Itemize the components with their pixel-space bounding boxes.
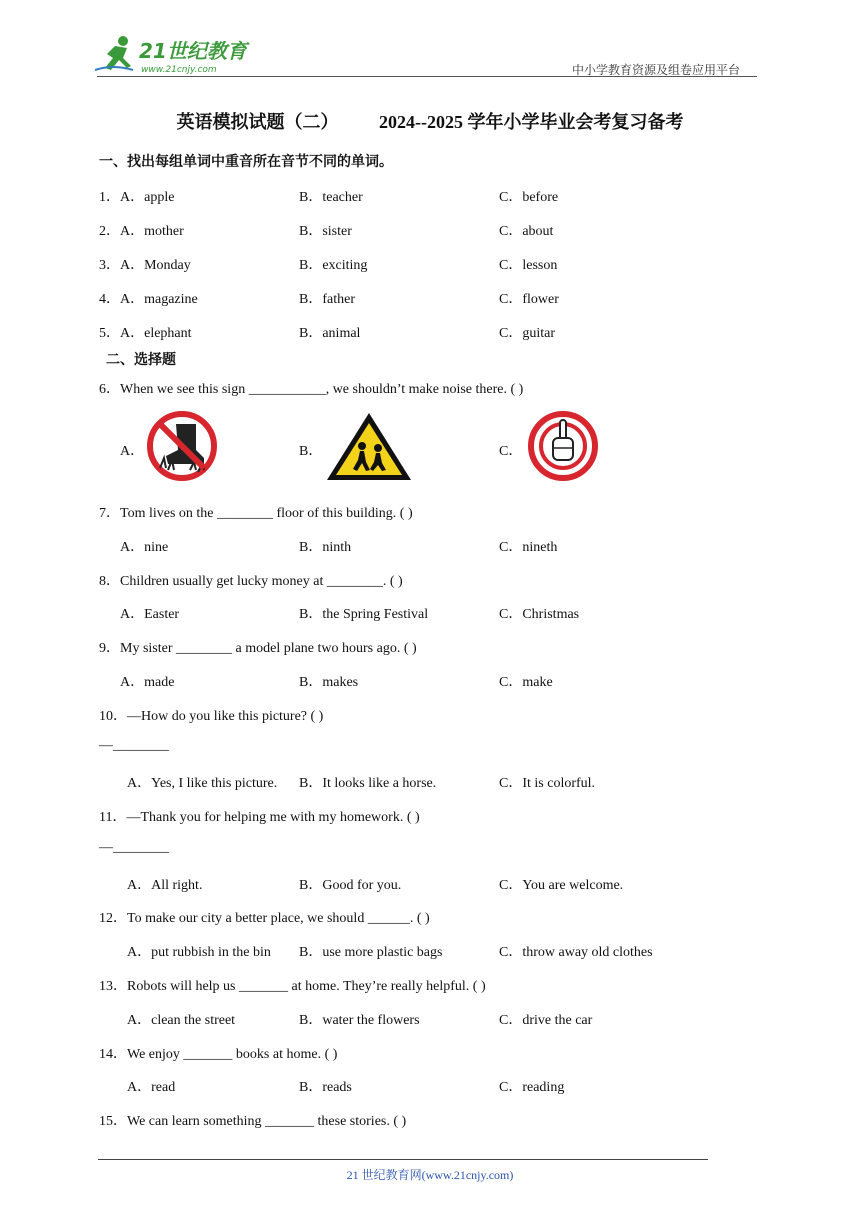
section2-heading: 二、选择题 [106, 352, 176, 368]
option-a[interactable]: A．nine [120, 540, 169, 555]
option-a[interactable]: A．mother [120, 224, 184, 239]
option-b[interactable]: B．sister [299, 224, 352, 239]
option-a[interactable]: A．magazine [120, 292, 198, 307]
logo-text: 21世纪教育 [139, 39, 247, 63]
header-divider [97, 76, 757, 77]
option-c[interactable]: C．It is colorful. [499, 776, 596, 791]
answer-blank: —________ [99, 840, 169, 855]
question-number: 1． [99, 190, 120, 205]
option-c[interactable]: C． [499, 444, 523, 459]
option-a[interactable]: A． [120, 444, 145, 459]
option-c[interactable]: C．before [499, 190, 559, 205]
option-b[interactable]: B．father [299, 292, 355, 307]
option-b[interactable]: B．animal [299, 326, 361, 341]
option-c[interactable]: C．reading [499, 1080, 565, 1095]
question-9-text: 9．My sister ________ a model plane two hours ago. ( ) [99, 641, 417, 656]
site-logo [93, 34, 263, 76]
option-c[interactable]: C．drive the car [499, 1013, 593, 1028]
option-c[interactable]: C．Christmas [499, 607, 580, 622]
title-right: 2024--2025 学年小学毕业会考复习备考 [379, 112, 684, 132]
question-number: 5． [99, 326, 120, 341]
option-b[interactable]: B．ninth [299, 540, 352, 555]
option-c[interactable]: C．You are welcome. [499, 878, 624, 893]
header-platform-text: 中小学教育资源及组卷应用平台 [572, 63, 741, 77]
option-b[interactable]: B．makes [299, 675, 359, 690]
option-a[interactable]: A．clean the street [127, 1013, 236, 1028]
option-a[interactable]: A．made [120, 675, 175, 690]
question-number: 3． [99, 258, 120, 273]
option-b[interactable]: B．reads [299, 1080, 352, 1095]
option-b[interactable]: B．water the flowers [299, 1013, 420, 1028]
option-a[interactable]: A．apple [120, 190, 175, 205]
logo-url: www.21cnjy.com [141, 65, 217, 75]
answer-blank: —________ [99, 738, 169, 753]
question-13-text: 13．Robots will help us _______ at home. They’re really helpful. ( ) [99, 979, 486, 994]
option-b[interactable]: B．It looks like a horse. [299, 776, 437, 791]
runner-icon [95, 36, 133, 70]
option-a[interactable]: A．Yes, I like this picture. [127, 776, 278, 791]
option-a[interactable]: A．Monday [120, 258, 191, 273]
no-trampling-sign-icon[interactable] [146, 410, 218, 482]
option-a[interactable]: A．Easter [120, 607, 180, 622]
footer-divider [98, 1159, 708, 1160]
question-8-text: 8．Children usually get lucky money at ________. ( ) [99, 574, 403, 589]
option-a[interactable]: A．All right. [127, 878, 203, 893]
option-c[interactable]: C．about [499, 224, 554, 239]
question-number: 4． [99, 292, 120, 307]
option-b[interactable]: B．use more plastic bags [299, 945, 443, 960]
keep-quiet-sign-icon[interactable] [527, 410, 599, 482]
question-10-text: 10．—How do you like this picture? ( ) [99, 709, 324, 724]
option-b[interactable]: B．teacher [299, 190, 363, 205]
option-a[interactable]: A．put rubbish in the bin [127, 945, 271, 960]
option-b[interactable]: B． [299, 444, 323, 459]
option-c[interactable]: C．make [499, 675, 553, 690]
option-c[interactable]: C．nineth [499, 540, 558, 555]
option-b[interactable]: B．Good for you. [299, 878, 402, 893]
question-15-text: 15．We can learn something _______ these stories. ( ) [99, 1114, 407, 1129]
option-b[interactable]: B．the Spring Festival [299, 607, 429, 622]
page-title [0, 108, 860, 134]
option-b[interactable]: B．exciting [299, 258, 368, 273]
option-c[interactable]: C．flower [499, 292, 559, 307]
option-c[interactable]: C．guitar [499, 326, 555, 341]
title-left: 英语模拟试题（二） [176, 112, 339, 132]
question-number: 2． [99, 224, 120, 239]
question-6-text: 6．When we see this sign ___________, we shouldn’t make noise there. ( ) [99, 382, 524, 397]
question-11-text: 11．—Thank you for helping me with my homework. ( ) [99, 810, 420, 825]
question-7-text: 7．Tom lives on the ________ floor of this building. ( ) [99, 506, 413, 521]
question-14-text: 14．We enjoy _______ books at home. ( ) [99, 1047, 338, 1062]
option-c[interactable]: C．throw away old clothes [499, 945, 653, 960]
section1-heading: 一、找出每组单词中重音所在音节不同的单词。 [99, 154, 393, 170]
option-a[interactable]: A．elephant [120, 326, 192, 341]
footer-link[interactable]: 21 世纪教育网(www.21cnjy.com) [346, 1168, 514, 1182]
question-12-text: 12．To make our city a better place, we should ______. ( ) [99, 911, 430, 926]
option-a[interactable]: A．read [127, 1080, 176, 1095]
children-crossing-sign-icon[interactable] [324, 410, 414, 482]
option-c[interactable]: C．lesson [499, 258, 558, 273]
